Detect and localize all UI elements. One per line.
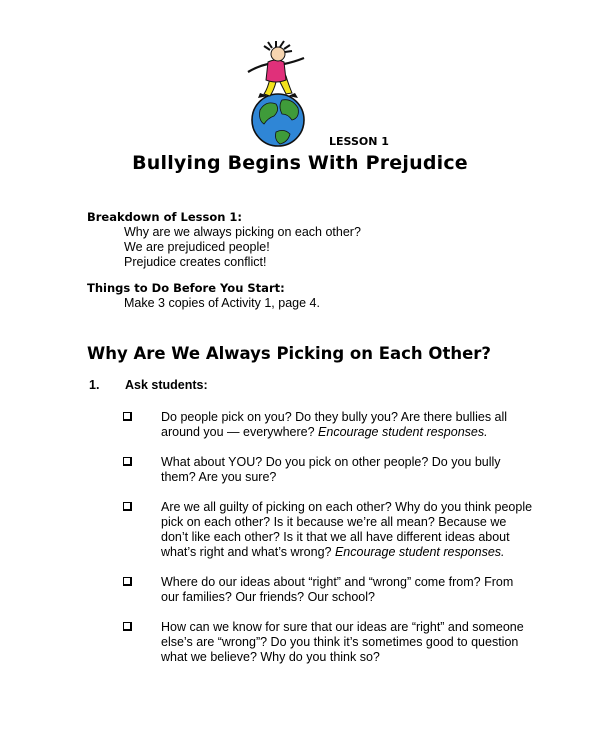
- checkbox-bullet-icon: [123, 457, 132, 466]
- breakdown-heading: Breakdown of Lesson 1:: [87, 210, 243, 224]
- bullet-text-line: [161, 425, 543, 440]
- list-item: [123, 620, 543, 665]
- bullet-text-line: our families? Our friends? Our school?: [161, 590, 375, 604]
- bullet-text-line: Are we all guilty of picking on each other? Why do you think people: [161, 500, 533, 514]
- checkbox-bullet-icon: [123, 412, 132, 421]
- bullet-text-line: Where do our ideas about “right” and “wrong” come from? From: [161, 575, 514, 589]
- step-1: [89, 378, 208, 392]
- prep-section: [87, 281, 320, 311]
- bullet-text-line: [161, 545, 543, 560]
- bullet-text-line: How can we know for sure that our ideas are “right” and someone: [161, 620, 524, 634]
- checkbox-bullet-icon: [123, 502, 132, 511]
- breakdown-item: Why are we always picking on each other?: [124, 225, 361, 239]
- kid-on-globe-illustration: [238, 40, 338, 152]
- page-title: Bullying Begins With Prejudice: [132, 152, 468, 174]
- prep-item: Make 3 copies of Activity 1, page 4.: [124, 296, 320, 310]
- bullet-note: Encourage student responses.: [334, 545, 505, 559]
- step-label: Ask students:: [125, 378, 208, 392]
- bullet-text-line: pick on each other? Is it because we’re all mean? Because we: [161, 515, 507, 529]
- prep-heading: Things to Do Before You Start:: [87, 281, 285, 295]
- list-item: [123, 500, 543, 560]
- checkbox-bullet-icon: [123, 622, 132, 631]
- breakdown-section: [87, 210, 361, 270]
- list-item: [123, 455, 543, 485]
- checkbox-bullet-icon: [123, 577, 132, 586]
- bullet-text-line: them? Are you sure?: [161, 470, 277, 484]
- bullet-text-line: What about YOU? Do you pick on other people? Do you bully: [161, 455, 501, 469]
- step-number: 1.: [89, 378, 100, 392]
- breakdown-item: Prejudice creates conflict!: [124, 255, 267, 269]
- bullet-text: around you — everywhere?: [161, 425, 319, 439]
- bullet-text-line: what we believe? Why do you think so?: [161, 650, 380, 664]
- bullet-text: what’s right and what’s wrong?: [161, 545, 335, 559]
- lesson-label: LESSON 1: [329, 135, 389, 148]
- bullet-text-line: else’s are “wrong”? Do you think it’s sometimes good to question: [161, 635, 519, 649]
- list-item: [123, 575, 543, 605]
- list-item: [123, 410, 543, 440]
- breakdown-item: We are prejudiced people!: [124, 240, 270, 254]
- question-list: [123, 410, 543, 665]
- bullet-note: Encourage student responses.: [318, 425, 488, 439]
- bullet-text-line: Do people pick on you? Do they bully you? Are there bullies all: [161, 410, 508, 424]
- section-heading: Why Are We Always Picking on Each Other?: [87, 344, 491, 363]
- bullet-text-line: don’t like each other? Is it that we all have different ideas about: [161, 530, 510, 544]
